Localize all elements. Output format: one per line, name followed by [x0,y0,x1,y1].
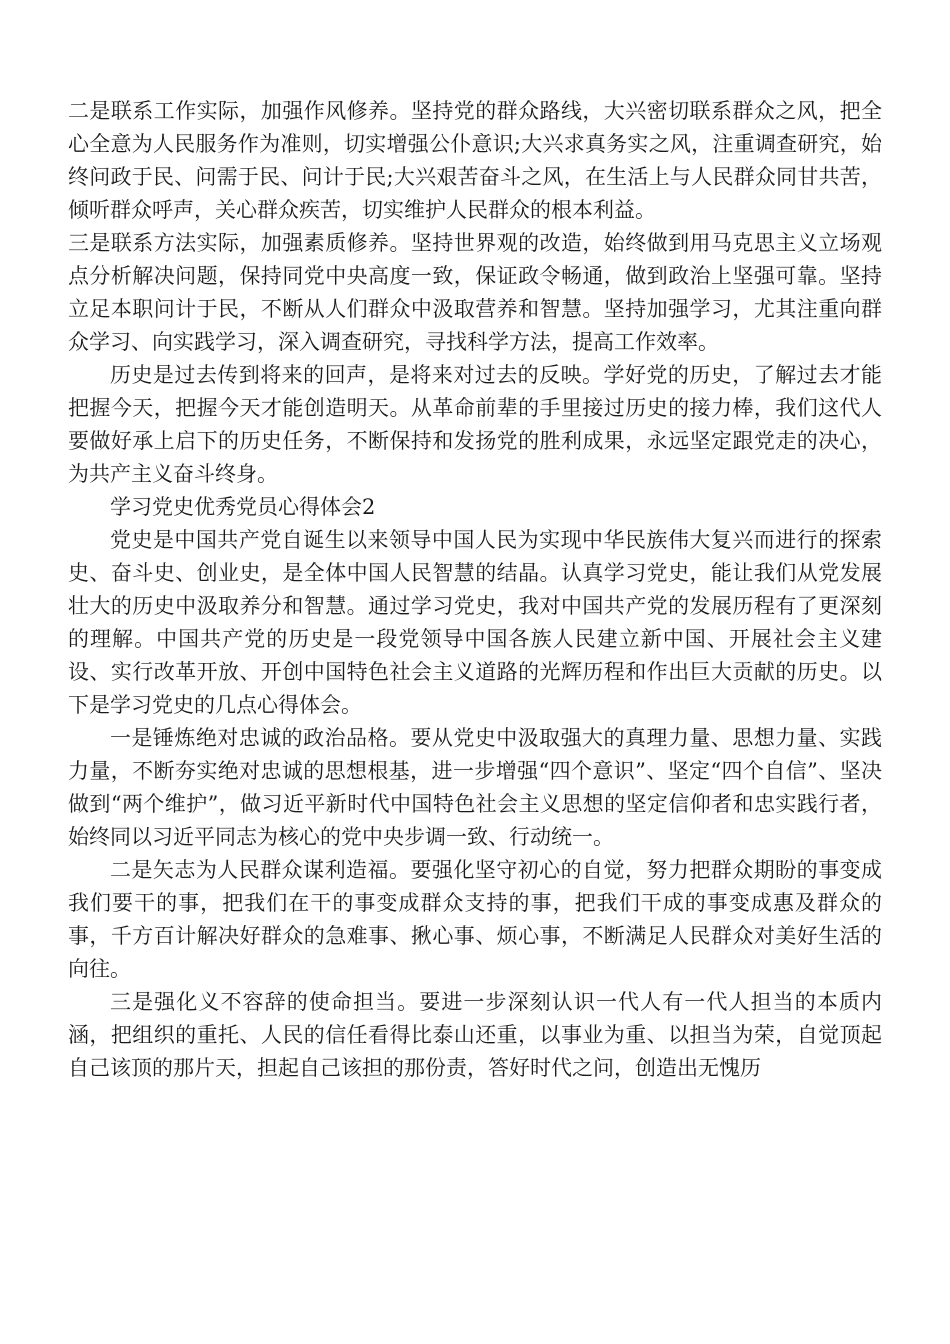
paragraph-method-quality: 三是联系方法实际，加强素质修养。坚持世界观的改造，始终做到用马克思主义立场观点分析解决问题，保持同党中央高度一致，保证政令畅通，做到政治上坚强可靠。坚持立足本职问计于民，不断从人们群众中汲取营养和智慧。坚持加强学习，尤其注重向群众学习、向实践学习，深入调查研究，寻找科学方法，提高工作效率。 [68,231,882,354]
document-page [68,95,882,1085]
paragraph-party-history-intro: 党史是中国共产党自诞生以来领导中国人民为实现中华民族伟大复兴而进行的探索史、奋斗史、创业史，是全体中国人民智慧的结晶。认真学习党史，能让我们从党发展壮大的历史中汲取养分和智慧。通过学习党史，我对中国共产党的发展历程有了更深刻的理解。中国共产党的历史是一段党领导中国各族人民建立新中国、开展社会主义建设、实行改革开放、开创中国特色社会主义道路的光辉历程和作出巨大贡献的历史。以下是学习党史的几点心得体会。 [68,528,882,717]
section-title: 学习党史优秀党员心得体会2 [110,495,376,519]
paragraph-people-welfare: 二是矢志为人民群众谋利造福。要强化坚守初心的自觉，努力把群众期盼的事变成我们要干的事，把我们在干的事变成群众支持的事，把我们干成的事变成惠及群众的事，千方百计解决好群众的急难事、揪心事、烦心事，不断满足人民群众对美好生活的向往。 [68,858,882,981]
paragraph-history-echo: 历史是过去传到将来的回声，是将来对过去的反映。学好党的历史，了解过去才能把握今天，把握今天才能创造明天。从革命前辈的手里接过历史的接力棒，我们这代人要做好承上启下的历史任务，不断保持和发扬党的胜利成果，永远坚定跟党走的决心，为共产主义奋斗终身。 [68,363,882,486]
paragraph-loyalty: 一是锤炼绝对忠诚的政治品格。要从党史中汲取强大的真理力量、思想力量、实践力量，不断夯实绝对忠诚的思想根基，进一步增强“四个意识”、坚定“四个自信”、坚决做到“两个维护”，做习近平新时代中国特色社会主义思想的坚定信仰者和忠实践行者，始终同以习近平同志为核心的党中央步调一致、行动统一。 [68,726,882,849]
paragraph-mission: 三是强化义不容辞的使命担当。要进一步深刻认识一代人有一代人担当的本质内涵，把组织的重托、人民的信任看得比泰山还重，以事业为重、以担当为荣，自觉顶起自己该顶的那片天，担起自己该担的那份责，答好时代之问，创造出无愧历 [68,990,882,1080]
paragraph-work-style: 二是联系工作实际，加强作风修养。坚持党的群众路线，大兴密切联系群众之风，把全心全意为人民服务作为准则，切实增强公仆意识;大兴求真务实之风，注重调查研究，始终问政于民、问需于民、问计于民;大兴艰苦奋斗之风，在生活上与人民群众同甘共苦，倾听群众呼声，关心群众疾苦，切实维护人民群众的根本利益。 [68,99,882,222]
